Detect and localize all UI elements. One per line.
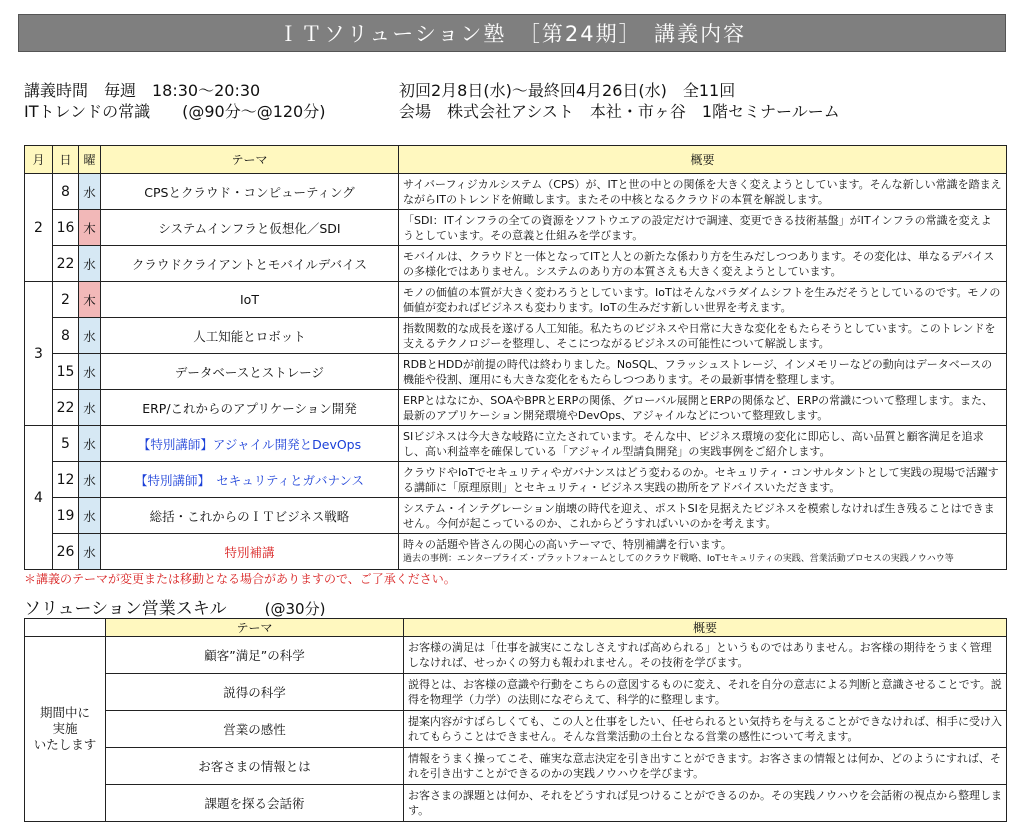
lecture-dates: 初回2月8日(水)～最終回4月26日(水) 全11回 [399, 81, 736, 100]
theme-cell: 課題を探る会話術 [106, 785, 404, 822]
course-name: ITトレンドの常識 (@90分～@120分) [24, 102, 326, 121]
header-theme: テーマ [106, 619, 404, 637]
schedule-header-row [25, 146, 1007, 174]
summary-text: 時々の話題や皆さんの関心の高いテーマで、特別補講を行います。 [403, 538, 732, 551]
dow-cell: 水 [79, 354, 101, 390]
day-cell: 26 [53, 534, 79, 570]
period-cell [25, 637, 106, 822]
table-row [25, 426, 1007, 462]
table-row [25, 318, 1007, 354]
theme-cell: 特別補講 [101, 534, 399, 570]
summary-cell: サイバーフィジカルシステム（CPS）が、ITと世の中との関係を大きく変えようとしています。そんな新しい常識を踏まえながらITのトレンドを俯瞰します。またその中核となるクラウドの本質を解説します。 [399, 174, 1007, 210]
day-cell: 22 [53, 390, 79, 426]
venue: 会場 株式会社アシスト 本社・市ヶ谷 1階セミナールーム [399, 102, 840, 121]
summary-cell: システム・インテグレーション崩壊の時代を迎え、ポストSIを見据えたビジネスを模索しなければ生き残ることはできません。今何が起こっているのか、これからどうすればいいのかを考えます。 [399, 498, 1007, 534]
day-cell: 22 [53, 246, 79, 282]
month-cell: 4 [25, 426, 53, 570]
change-notice: ＊講義のテーマが変更または移動となる場合がありますので、ご了承ください。 [24, 572, 456, 586]
table-row [25, 785, 1007, 822]
table-row [25, 354, 1007, 390]
dow-cell: 水 [79, 318, 101, 354]
table-row [25, 674, 1007, 711]
theme-cell: 人工知能とロボット [101, 318, 399, 354]
header-month: 月 [25, 146, 53, 174]
summary-cell: 説得とは、お客様の意識や行動をこちらの意図するものに変え、それを自分の意志による判断と意識させることです。説得を物理学（力学）の法則になぞらえて、科学的に整理します。 [404, 674, 1007, 711]
summary-cell: お客様の満足は「仕事を誠実にこなしさえすれば高められる」というものではありません。お客様の期待をうまく管理しなければ、せっかくの努力も報われません。その技術を学びます。 [404, 637, 1007, 674]
theme-cell: 総括・これからのＩＴビジネス戦略 [101, 498, 399, 534]
dow-cell: 水 [79, 498, 101, 534]
header-dow: 曜 [79, 146, 101, 174]
dow-cell: 水 [79, 390, 101, 426]
dow-cell: 水 [79, 462, 101, 498]
day-cell: 15 [53, 354, 79, 390]
header-summary: 概要 [399, 146, 1007, 174]
sales-table [24, 618, 1007, 822]
summary-cell: RDBとHDDが前提の時代は終わりました。NoSQL、フラッシュストレージ、インメモリーなどの動向はデータベースの機能や役割、運用にも大きな変化をもたらしつつあります。その最新事情を整理します。 [399, 354, 1007, 390]
day-cell: 8 [53, 318, 79, 354]
theme-cell: 顧客”満足”の科学 [106, 637, 404, 674]
summary-cell: 情報をうまく操ってこそ、確実な意志決定を引き出すことができます。お客さまの情報とは何か、どのようにすれば、それを引き出すことができるのかの実践ノウハウを学びます。 [404, 748, 1007, 785]
dow-cell: 木 [79, 282, 101, 318]
theme-cell: ERP/これからのアプリケーション開発 [101, 390, 399, 426]
table-row [25, 711, 1007, 748]
table-row [25, 534, 1007, 570]
header-day: 日 [53, 146, 79, 174]
dow-cell: 水 [79, 246, 101, 282]
schedule-table [24, 145, 1007, 570]
theme-cell: CPSとクラウド・コンピューティング [101, 174, 399, 210]
table-row [25, 210, 1007, 246]
table-row [25, 748, 1007, 785]
header-blank [25, 619, 106, 637]
table-row [25, 498, 1007, 534]
summary-cell: 「SDI：ITインフラの全ての資源をソフトウエアの設定だけで調達、変更できる技術基盤」がITインフラの常識を変えようとしています。その意義と仕組みを学びます。 [399, 210, 1007, 246]
page-title: ＩＴソリューション塾 ［第24期］ 講義内容 [18, 14, 1006, 52]
info-line-1 [24, 78, 735, 101]
summary-cell: 提案内容がすばらしくても、この人と仕事をしたい、任せられるとい気持ちを与えることができなければ、相手に受け入れてもらうことはできません。そんな営業活動の土台となる営業の感性について考えます。 [404, 711, 1007, 748]
theme-cell: システムインフラと仮想化／SDI [101, 210, 399, 246]
sales-section-title [24, 594, 325, 619]
summary-cell [399, 534, 1007, 570]
lecture-time: 講義時間 毎週 18:30～20:30 [24, 81, 261, 100]
summary-cell: お客さまの課題とは何か、それをどうすれば見つけることができるのか。その実践ノウハウを会話術の視点から整理します。 [404, 785, 1007, 822]
day-cell: 2 [53, 282, 79, 318]
theme-cell: 【特別講師】アジャイル開発とDevOps [101, 426, 399, 462]
sales-header-row [25, 619, 1007, 637]
month-cell: 3 [25, 282, 53, 426]
table-row [25, 390, 1007, 426]
theme-cell: データベースとストレージ [101, 354, 399, 390]
theme-cell: クラウドクライアントとモバイルデバイス [101, 246, 399, 282]
dow-cell: 水 [79, 174, 101, 210]
theme-cell: 説得の科学 [106, 674, 404, 711]
table-row [25, 282, 1007, 318]
period-text: 期間中に 実施 いたします [33, 705, 97, 752]
day-cell: 5 [53, 426, 79, 462]
theme-cell: お客さまの情報とは [106, 748, 404, 785]
day-cell: 8 [53, 174, 79, 210]
header-summary: 概要 [404, 619, 1007, 637]
summary-cell: クラウドやIoTでセキュリティやガバナンスはどう変わるのか。セキュリティ・コンサルタントとして実践の現場で活躍する講師に「原理原則」とセキュリティ・ビジネス実践の勘所をアドバイスいただきます。 [399, 462, 1007, 498]
summary-cell: モノの価値の本質が大きく変わろうとしています。IoTはそんなパラダイムシフトを生みだそうとしているのです。モノの価値が変わればビジネスも変わります。IoTの生みだす新しい世界を考えます。 [399, 282, 1007, 318]
day-cell: 19 [53, 498, 79, 534]
month-cell: 2 [25, 174, 53, 282]
table-row [25, 637, 1007, 674]
info-line-2 [24, 99, 840, 122]
dow-cell: 水 [79, 534, 101, 570]
summary-subtext: 過去の事例：エンタープライズ・プラットフォームとしてのクラウド戦略、IoTセキュリティの実践、営業活動プロセスの実践ノウハウ等 [403, 554, 954, 564]
theme-cell: 【特別講師】 セキュリティとガバナンス [101, 462, 399, 498]
table-row [25, 174, 1007, 210]
sales-duration: (@30分) [264, 600, 326, 618]
theme-cell: 営業の感性 [106, 711, 404, 748]
table-row [25, 462, 1007, 498]
dow-cell: 木 [79, 210, 101, 246]
summary-cell: ERPとはなにか、SOAやBPRとERPの関係、グローバル展開とERPの関係など、ERPの常識について整理します。また、最新のアプリケーション開発環境やDevOps、アジャイルなどについて整理致します。 [399, 390, 1007, 426]
sales-title: ソリューション営業スキル [24, 599, 227, 619]
header-theme: テーマ [101, 146, 399, 174]
theme-cell: IoT [101, 282, 399, 318]
summary-cell: モバイルは、クラウドと一体となってITと人との新たな係わり方を生みだしつつあります。その変化は、単なるデバイスの多様化ではありません。システムのあり方の本質さえも大きく変えようとしています。 [399, 246, 1007, 282]
summary-cell: SIビジネスは今大きな岐路に立たされています。そんな中、ビジネス環境の変化に即応し、高い品質と顧客満足を追求し、高い利益率を確保している「アジャイル型請負開発」の実践事例をご紹介します。 [399, 426, 1007, 462]
day-cell: 12 [53, 462, 79, 498]
summary-cell: 指数関数的な成長を遂げる人工知能。私たちのビジネスや日常に大きな変化をもたらそうとしています。このトレンドを支えるテクノロジーを整理し、そこにつながるビジネスの可能性について解説します。 [399, 318, 1007, 354]
day-cell: 16 [53, 210, 79, 246]
dow-cell: 水 [79, 426, 101, 462]
table-row [25, 246, 1007, 282]
